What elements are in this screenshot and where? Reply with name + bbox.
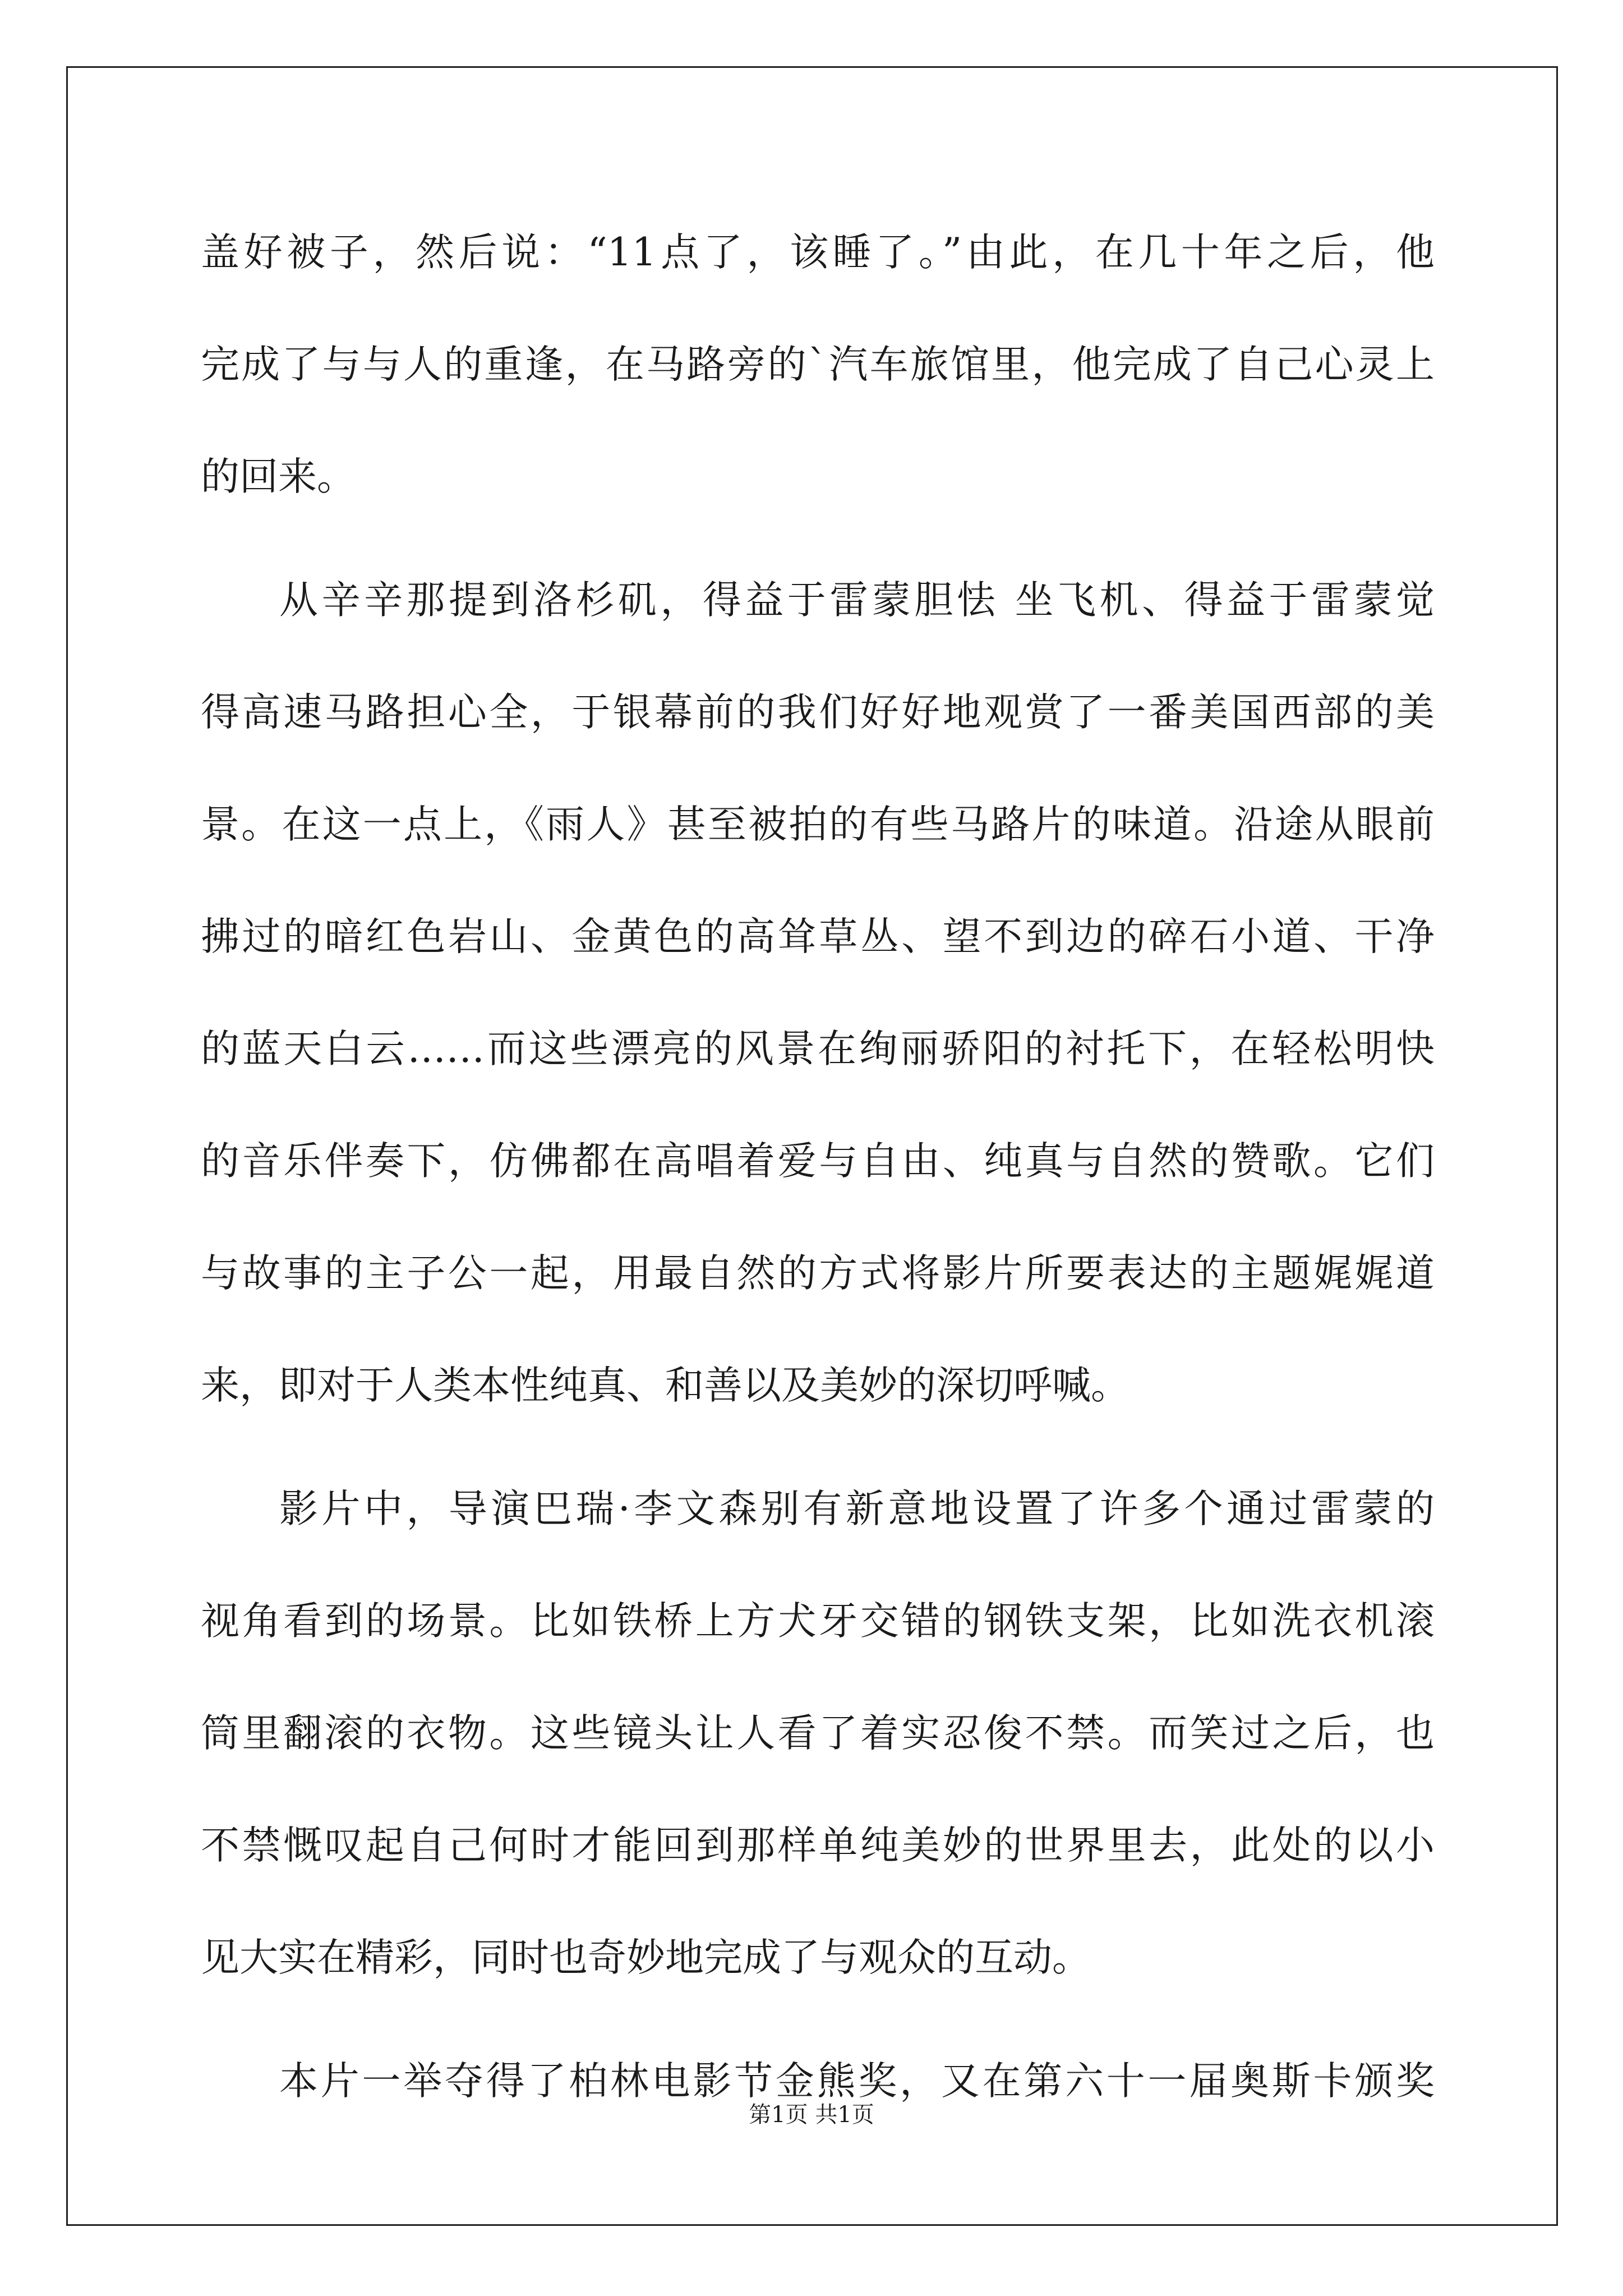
text-line: 盖好被子，然后说：“11点了，该睡了。”由此，在几十年之后，他 [201,230,1435,275]
text-line: 的蓝天白云……而这些漂亮的风景在绚丽骄阳的衬托下，在轻松明快 [201,1027,1435,1071]
text-line: 影片中，导演巴瑞·李文森别有新意地设置了许多个通过雷蒙的 [279,1487,1435,1531]
text-line: 景。在这一点上，《雨人》甚至被拍的有些马路片的味道。沿途从眼前 [201,802,1435,847]
text-line: 不禁慨叹起自己何时才能回到那样单纯美妙的世界里去，此处的以小 [201,1823,1435,1868]
page-footer: 第1页 共1页 [749,2102,874,2128]
text-line: 得高速马路担心全，于银幕前的我们好好地观赏了一番美国西部的美 [201,690,1435,735]
text-line: 的回来。 [201,454,356,499]
text-line: 与故事的主子公一起，用最自然的方式将影片所要表达的主题娓娓道 [201,1251,1435,1296]
text-line: 完成了与与人的重逢，在马路旁的`汽车旅馆里，他完成了自己心灵上 [201,342,1435,387]
text-line: 拂过的暗红色岩山、金黄色的高耸草丛、望不到边的碎石小道、干净 [201,914,1435,959]
text-line: 从辛辛那提到洛杉矶，得益于雷蒙胆怯 坐飞机、得益于雷蒙觉 [279,578,1435,623]
text-line: 本片一举夺得了柏林电影节金熊奖，又在第六十一届奥斯卡颁奖 [279,2059,1435,2104]
text-line: 见大实在精彩，同时也奇妙地完成了与观众的互动。 [201,1935,1091,1980]
text-line: 视角看到的场景。比如铁桥上方犬牙交错的钢铁支架，比如洗衣机滚 [201,1599,1435,1644]
text-line: 筒里翻滚的衣物。这些镜头让人看了着实忍俊不禁。而笑过之后，也 [201,1711,1435,1756]
text-line: 的音乐伴奏下，仿佛都在高唱着爱与自由、纯真与自然的赞歌。它们 [201,1139,1435,1184]
text-line: 来，即对于人类本性纯真、和善以及美妙的深切呼喊。 [201,1363,1129,1408]
